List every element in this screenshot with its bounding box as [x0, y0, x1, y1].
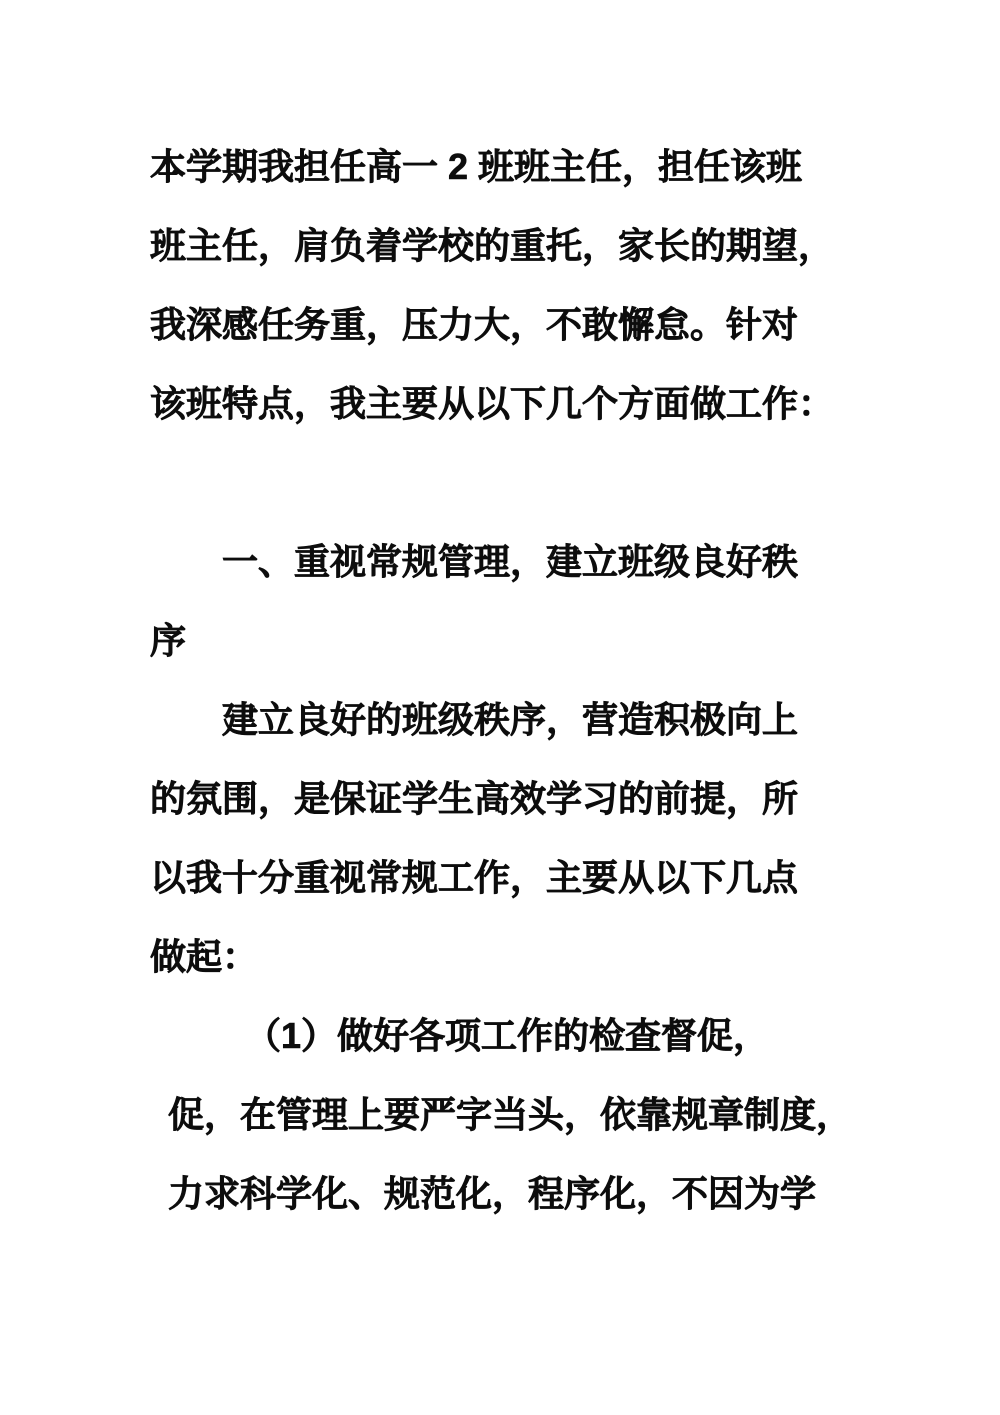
- text-line: 本学期我担任高一 2 班班主任，担任该班: [150, 146, 803, 187]
- document-text-body: [150, 127, 860, 1233]
- text-line: 做起：: [150, 936, 259, 977]
- text-line: （1）做好各项工作的检查督促，: [245, 1015, 770, 1056]
- text-line: 一、重视常规管理，建立班级良好秩: [222, 541, 799, 582]
- blank-line: [150, 443, 860, 522]
- text-line: 班主任，肩负着学校的重托，家长的期望，: [150, 225, 835, 266]
- text-line: 以我十分重视常规工作，主要从以下几点: [150, 857, 799, 898]
- text-line: 建立良好的班级秩序，营造积极向上: [222, 699, 799, 740]
- text-line: 该班特点，我主要从以下几个方面做工作：: [150, 383, 835, 424]
- text-line: 力求科学化、规范化，程序化，不因为学: [168, 1173, 817, 1214]
- text-line: 序: [150, 620, 187, 661]
- text-line: 促，在管理上要严字当头，依靠规章制度，: [168, 1094, 853, 1135]
- text-line: 的氛围，是保证学生高效学习的前提，所: [150, 778, 799, 819]
- text-line: 我深感任务重，压力大，不敢懈怠。针对: [150, 304, 799, 345]
